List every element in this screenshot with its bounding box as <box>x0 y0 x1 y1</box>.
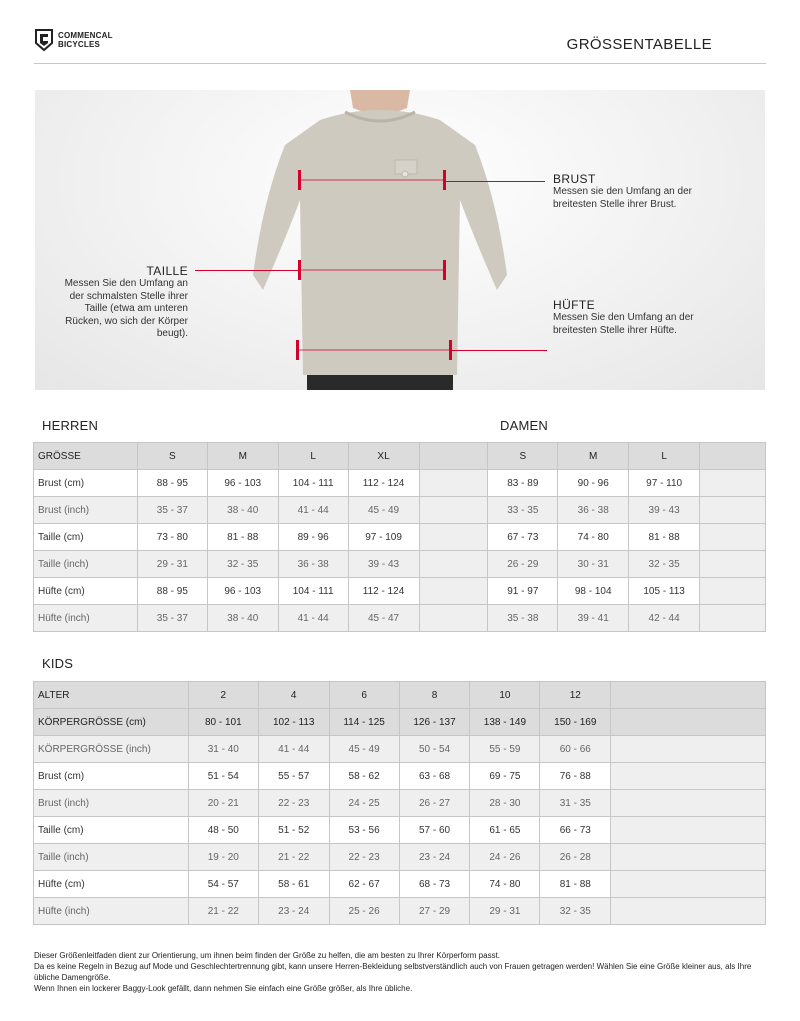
page-header <box>34 22 766 64</box>
taille-annotation <box>40 264 188 341</box>
kids-value-cell: 21 - 22 <box>258 844 329 871</box>
size-guide-footnote <box>34 950 774 994</box>
kids-value-cell: 32 - 35 <box>540 898 611 925</box>
kids-value-cell: 24 - 25 <box>329 790 399 817</box>
spacer-cell <box>611 898 766 925</box>
kids-value-cell: 126 - 137 <box>399 709 470 736</box>
herren-size-header: S <box>137 443 207 470</box>
kids-value-cell: 57 - 60 <box>399 817 470 844</box>
spacer-cell <box>700 524 766 551</box>
herren-value-cell: 112 - 124 <box>348 578 419 605</box>
spacer-cell <box>611 790 766 817</box>
kids-value-cell: 55 - 59 <box>470 736 540 763</box>
damen-value-cell: 97 - 110 <box>629 470 700 497</box>
brand-name <box>58 31 113 49</box>
table-row <box>34 709 766 736</box>
table-row <box>34 524 766 551</box>
taille-desc-4: Rücken, wo sich der Körper <box>65 315 188 327</box>
huefte-desc-2: breitesten Stelle ihrer Hüfte. <box>553 324 677 336</box>
shield-logo-icon <box>34 28 54 52</box>
row-label-cell: GRÖSSE <box>34 443 138 470</box>
row-label-cell: KÖRPERGRÖSSE (inch) <box>34 736 189 763</box>
kids-value-cell: 41 - 44 <box>258 736 329 763</box>
herren-value-cell: 96 - 103 <box>207 578 278 605</box>
herren-value-cell: 41 - 44 <box>278 497 348 524</box>
kids-section-label: KIDS <box>42 656 74 671</box>
kids-value-cell: 102 - 113 <box>258 709 329 736</box>
table-row <box>34 551 766 578</box>
brust-annotation <box>553 172 692 211</box>
brust-desc-2: breitesten Stelle ihrer Brust. <box>553 198 677 210</box>
kids-value-cell: 63 - 68 <box>399 763 470 790</box>
damen-value-cell: 90 - 96 <box>558 470 629 497</box>
spacer-cell <box>700 551 766 578</box>
brust-title: BRUST <box>553 172 596 186</box>
damen-value-cell: 39 - 43 <box>629 497 700 524</box>
damen-size-header: S <box>488 443 558 470</box>
spacer-cell <box>611 871 766 898</box>
herren-value-cell: 35 - 37 <box>137 497 207 524</box>
kids-value-cell: 114 - 125 <box>329 709 399 736</box>
kids-value-cell: 25 - 26 <box>329 898 399 925</box>
table-row <box>34 470 766 497</box>
damen-value-cell: 32 - 35 <box>629 551 700 578</box>
kids-value-cell: 60 - 66 <box>540 736 611 763</box>
table-row <box>34 817 766 844</box>
kids-value-cell: 28 - 30 <box>470 790 540 817</box>
table-row <box>34 497 766 524</box>
kids-value-cell: 51 - 52 <box>258 817 329 844</box>
kids-value-cell: 58 - 62 <box>329 763 399 790</box>
kids-value-cell: 81 - 88 <box>540 871 611 898</box>
brust-leader-line <box>445 181 545 182</box>
kids-value-cell: 74 - 80 <box>470 871 540 898</box>
herren-value-cell: 97 - 109 <box>348 524 419 551</box>
kids-value-cell: 80 - 101 <box>188 709 258 736</box>
herren-value-cell: 45 - 49 <box>348 497 419 524</box>
brand-line-2: BICYCLES <box>58 40 101 49</box>
kids-age-header: 12 <box>540 682 611 709</box>
spacer-cell <box>419 605 488 632</box>
herren-value-cell: 81 - 88 <box>207 524 278 551</box>
herren-value-cell: 35 - 37 <box>137 605 207 632</box>
kids-value-cell: 29 - 31 <box>470 898 540 925</box>
kids-value-cell: 66 - 73 <box>540 817 611 844</box>
spacer-cell <box>700 578 766 605</box>
spacer-cell <box>611 736 766 763</box>
damen-value-cell: 30 - 31 <box>558 551 629 578</box>
taille-desc-3: Taille (etwa am unteren <box>84 303 188 314</box>
damen-section-label: DAMEN <box>500 418 548 433</box>
kids-age-header: 6 <box>329 682 399 709</box>
herren-value-cell: 38 - 40 <box>207 497 278 524</box>
kids-value-cell: 26 - 27 <box>399 790 470 817</box>
huefte-title: HÜFTE <box>553 298 595 312</box>
row-label-cell: KÖRPERGRÖSSE (cm) <box>34 709 189 736</box>
row-label-cell: Brust (cm) <box>34 470 138 497</box>
damen-size-header: L <box>629 443 700 470</box>
kids-value-cell: 54 - 57 <box>188 871 258 898</box>
spacer-cell <box>700 470 766 497</box>
damen-value-cell: 42 - 44 <box>629 605 700 632</box>
table-row <box>34 790 766 817</box>
kids-value-cell: 48 - 50 <box>188 817 258 844</box>
brand-line-1: COMMENCAL <box>58 31 113 40</box>
herren-value-cell: 96 - 103 <box>207 470 278 497</box>
kids-value-cell: 26 - 28 <box>540 844 611 871</box>
kids-value-cell: 53 - 56 <box>329 817 399 844</box>
footnote-line-1: Dieser Größenleitfaden dient zur Orientierung, um ihnen beim finden der Größe zu helfen, die am besten zu Ihrer Körperform passt. <box>34 951 501 960</box>
row-label-cell: Taille (cm) <box>34 524 138 551</box>
herren-size-header: M <box>207 443 278 470</box>
kids-value-cell: 68 - 73 <box>399 871 470 898</box>
kids-value-cell: 45 - 49 <box>329 736 399 763</box>
spacer-cell <box>419 524 488 551</box>
huefte-annotation <box>553 298 694 337</box>
page-title: GRÖSSENTABELLE <box>566 36 712 53</box>
spacer-cell <box>700 443 766 470</box>
damen-value-cell: 83 - 89 <box>488 470 558 497</box>
kids-value-cell: 27 - 29 <box>399 898 470 925</box>
kids-value-cell: 69 - 75 <box>470 763 540 790</box>
kids-value-cell: 19 - 20 <box>188 844 258 871</box>
kids-value-cell: 150 - 169 <box>540 709 611 736</box>
herren-size-header: XL <box>348 443 419 470</box>
kids-value-cell: 31 - 40 <box>188 736 258 763</box>
table-row <box>34 578 766 605</box>
spacer-cell <box>419 578 488 605</box>
herren-damen-size-table <box>33 442 766 632</box>
kids-value-cell: 51 - 54 <box>188 763 258 790</box>
herren-value-cell: 38 - 40 <box>207 605 278 632</box>
row-label-cell: Taille (inch) <box>34 844 189 871</box>
row-label-cell: Brust (inch) <box>34 790 189 817</box>
spacer-cell <box>700 605 766 632</box>
table-row <box>34 605 766 632</box>
damen-value-cell: 36 - 38 <box>558 497 629 524</box>
herren-value-cell: 32 - 35 <box>207 551 278 578</box>
table-header-row <box>34 682 766 709</box>
spacer-cell <box>419 443 488 470</box>
herren-value-cell: 41 - 44 <box>278 605 348 632</box>
row-label-cell: Hüfte (cm) <box>34 871 189 898</box>
kids-value-cell: 23 - 24 <box>258 898 329 925</box>
table-row <box>34 898 766 925</box>
kids-age-header: 8 <box>399 682 470 709</box>
table-row <box>34 736 766 763</box>
row-label-cell: Brust (cm) <box>34 763 189 790</box>
spacer-cell <box>419 551 488 578</box>
table-row <box>34 844 766 871</box>
herren-value-cell: 104 - 111 <box>278 470 348 497</box>
row-label-cell: Taille (cm) <box>34 817 189 844</box>
herren-value-cell: 112 - 124 <box>348 470 419 497</box>
footnote-line-3: Wenn Ihnen ein lockerer Baggy-Look gefällt, dann nehmen Sie einfach eine Größe größer, als Ihre übliche. <box>34 984 413 993</box>
row-label-cell: Brust (inch) <box>34 497 138 524</box>
row-label-cell: Taille (inch) <box>34 551 138 578</box>
row-label-cell: ALTER <box>34 682 189 709</box>
kids-value-cell: 58 - 61 <box>258 871 329 898</box>
row-label-cell: Hüfte (cm) <box>34 578 138 605</box>
long-sleeve-shirt-illustration <box>235 90 525 390</box>
spacer-cell <box>611 763 766 790</box>
taille-desc-2: der schmalsten Stelle ihrer <box>69 290 188 302</box>
herren-value-cell: 89 - 96 <box>278 524 348 551</box>
kids-value-cell: 55 - 57 <box>258 763 329 790</box>
kids-value-cell: 22 - 23 <box>329 844 399 871</box>
spacer-cell <box>419 497 488 524</box>
table-row <box>34 871 766 898</box>
kids-value-cell: 62 - 67 <box>329 871 399 898</box>
taille-leader-line <box>195 270 298 271</box>
row-label-cell: Hüfte (inch) <box>34 605 138 632</box>
footnote-line-2: Da es keine Regeln in Bezug auf Mode und Geschlechtertrennung gibt, kann unsere Herren-Bekleidung selbstverständlich auch von Frauen getragen werden! Wählen Sie eine Größe kleiner aus, als Ihre übliche Damengröße. <box>34 962 752 982</box>
herren-value-cell: 36 - 38 <box>278 551 348 578</box>
brust-desc-1: Messen sie den Umfang an der <box>553 186 692 197</box>
kids-value-cell: 31 - 35 <box>540 790 611 817</box>
huefte-leader-line <box>450 350 547 351</box>
herren-section-label: HERREN <box>42 418 99 433</box>
spacer-cell <box>611 709 766 736</box>
damen-value-cell: 91 - 97 <box>488 578 558 605</box>
herren-value-cell: 39 - 43 <box>348 551 419 578</box>
damen-value-cell: 67 - 73 <box>488 524 558 551</box>
spacer-cell <box>611 817 766 844</box>
kids-value-cell: 50 - 54 <box>399 736 470 763</box>
spacer-cell <box>611 682 766 709</box>
damen-value-cell: 74 - 80 <box>558 524 629 551</box>
herren-value-cell: 29 - 31 <box>137 551 207 578</box>
kids-size-table <box>33 681 766 925</box>
kids-value-cell: 21 - 22 <box>188 898 258 925</box>
damen-value-cell: 81 - 88 <box>629 524 700 551</box>
kids-value-cell: 22 - 23 <box>258 790 329 817</box>
taille-desc-5: beugt). <box>156 328 188 339</box>
kids-age-header: 2 <box>188 682 258 709</box>
herren-value-cell: 88 - 95 <box>137 578 207 605</box>
herren-value-cell: 73 - 80 <box>137 524 207 551</box>
damen-value-cell: 35 - 38 <box>488 605 558 632</box>
brand-logo[interactable] <box>34 28 113 52</box>
table-header-row <box>34 443 766 470</box>
kids-value-cell: 20 - 21 <box>188 790 258 817</box>
damen-value-cell: 98 - 104 <box>558 578 629 605</box>
taille-title: TAILLE <box>146 264 188 278</box>
damen-value-cell: 33 - 35 <box>488 497 558 524</box>
kids-value-cell: 24 - 26 <box>470 844 540 871</box>
damen-size-header: M <box>558 443 629 470</box>
damen-value-cell: 105 - 113 <box>629 578 700 605</box>
huefte-desc-1: Messen Sie den Umfang an der <box>553 312 694 323</box>
herren-value-cell: 45 - 47 <box>348 605 419 632</box>
herren-value-cell: 88 - 95 <box>137 470 207 497</box>
kids-age-header: 10 <box>470 682 540 709</box>
kids-value-cell: 61 - 65 <box>470 817 540 844</box>
kids-value-cell: 76 - 88 <box>540 763 611 790</box>
damen-value-cell: 26 - 29 <box>488 551 558 578</box>
spacer-cell <box>419 470 488 497</box>
damen-value-cell: 39 - 41 <box>558 605 629 632</box>
spacer-cell <box>611 844 766 871</box>
kids-value-cell: 138 - 149 <box>470 709 540 736</box>
kids-value-cell: 23 - 24 <box>399 844 470 871</box>
spacer-cell <box>700 497 766 524</box>
taille-desc-1: Messen Sie den Umfang an <box>64 278 188 289</box>
kids-age-header: 4 <box>258 682 329 709</box>
herren-value-cell: 104 - 111 <box>278 578 348 605</box>
model-photo-panel <box>35 90 765 390</box>
table-row <box>34 763 766 790</box>
herren-size-header: L <box>278 443 348 470</box>
row-label-cell: Hüfte (inch) <box>34 898 189 925</box>
